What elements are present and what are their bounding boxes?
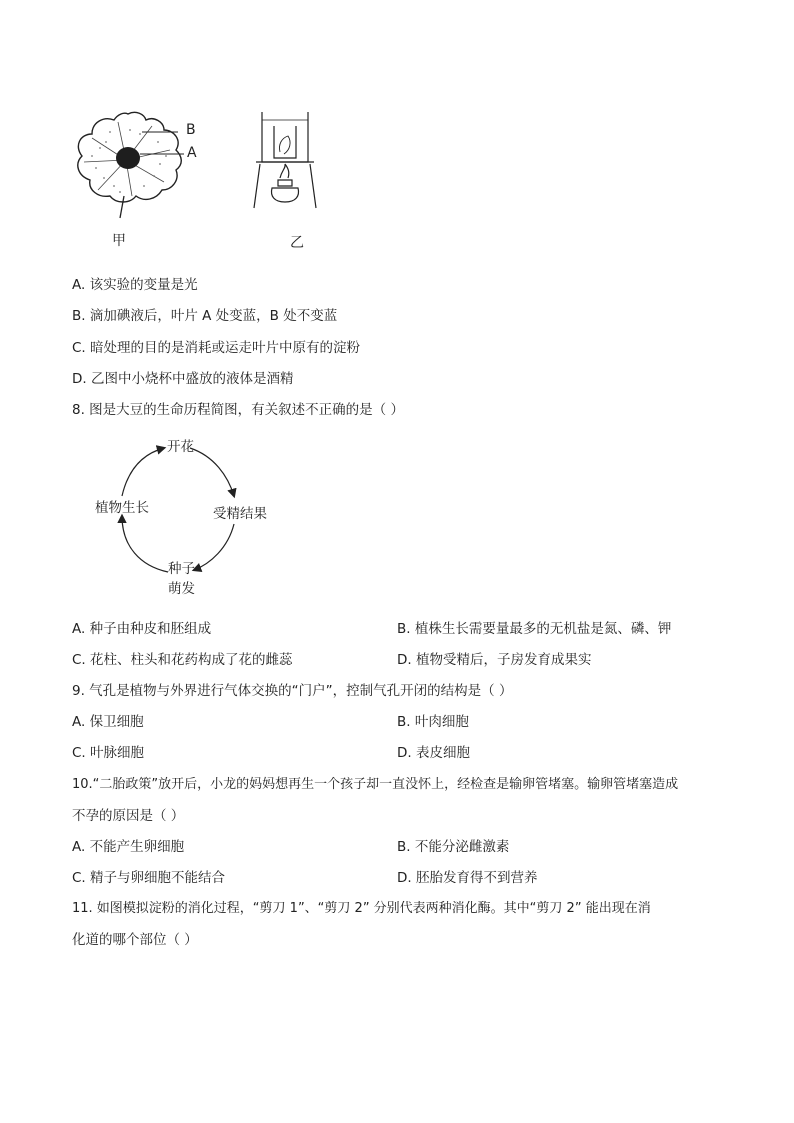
q9-option-c: C. 叶脉细胞	[72, 745, 145, 761]
q10-option-c: C. 精子与卵细胞不能结合	[72, 870, 226, 886]
q7-option-d: D. 乙图中小烧杯中盛放的液体是酒精	[72, 371, 294, 387]
q9-option-b: B. 叶肉细胞	[397, 714, 469, 730]
label-b: B	[186, 122, 196, 138]
q8-option-c: C. 花柱、柱头和花药构成了花的雌蕊	[72, 652, 293, 668]
q11-stem-line2: 化道的哪个部位（ ）	[72, 932, 198, 948]
cycle-seed: 种子	[168, 561, 195, 577]
cycle-germination: 萌发	[168, 581, 195, 597]
q7-option-a: A. 该实验的变量是光	[72, 277, 198, 293]
q9-option-a: A. 保卫细胞	[72, 714, 144, 730]
cycle-plant-growth: 植物生长	[95, 500, 149, 516]
label-a: A	[187, 145, 197, 161]
q8-option-b: B. 植株生长需要量最多的无机盐是氮、磷、钾	[397, 621, 672, 637]
q10-option-a: A. 不能产生卵细胞	[72, 839, 185, 855]
q9-option-d: D. 表皮细胞	[397, 745, 470, 761]
q8-option-a: A. 种子由种皮和胚组成	[72, 621, 212, 637]
q10-option-b: B. 不能分泌雌激素	[397, 839, 510, 855]
cycle-flowering: 开花	[167, 439, 194, 455]
caption-yi: 乙	[290, 235, 304, 251]
q10-stem-line2: 不孕的原因是（ ）	[72, 808, 185, 824]
q9-stem: 9. 气孔是植物与外界进行气体交换的“门户”，控制气孔开闭的结构是（ ）	[72, 683, 513, 699]
caption-jia: 甲	[112, 233, 126, 249]
q10-stem-line1: 10.“二胎政策”放开后，小龙的妈妈想再生一个孩子却一直没怀上，经检查是输卵管堵塞。输卵管堵塞造成	[72, 777, 679, 792]
q11-stem-line1: 11. 如图模拟淀粉的消化过程，“剪刀 1”、“剪刀 2” 分别代表两种消化酶。其中“剪刀 2” 能出现在消	[72, 901, 651, 916]
q7-option-b: B. 滴加碘液后，叶片 A 处变蓝，B 处不变蓝	[72, 308, 338, 324]
cycle-fertilization: 受精结果	[213, 506, 267, 522]
q10-option-d: D. 胚胎发育得不到营养	[397, 870, 538, 886]
q7-option-c: C. 暗处理的目的是消耗或运走叶片中原有的淀粉	[72, 340, 361, 356]
q8-stem: 8. 图是大豆的生命历程简图，有关叙述不正确的是（ ）	[72, 402, 404, 418]
beaker-figure	[252, 108, 328, 216]
q8-option-d: D. 植物受精后，子房发育成果实	[397, 652, 592, 668]
